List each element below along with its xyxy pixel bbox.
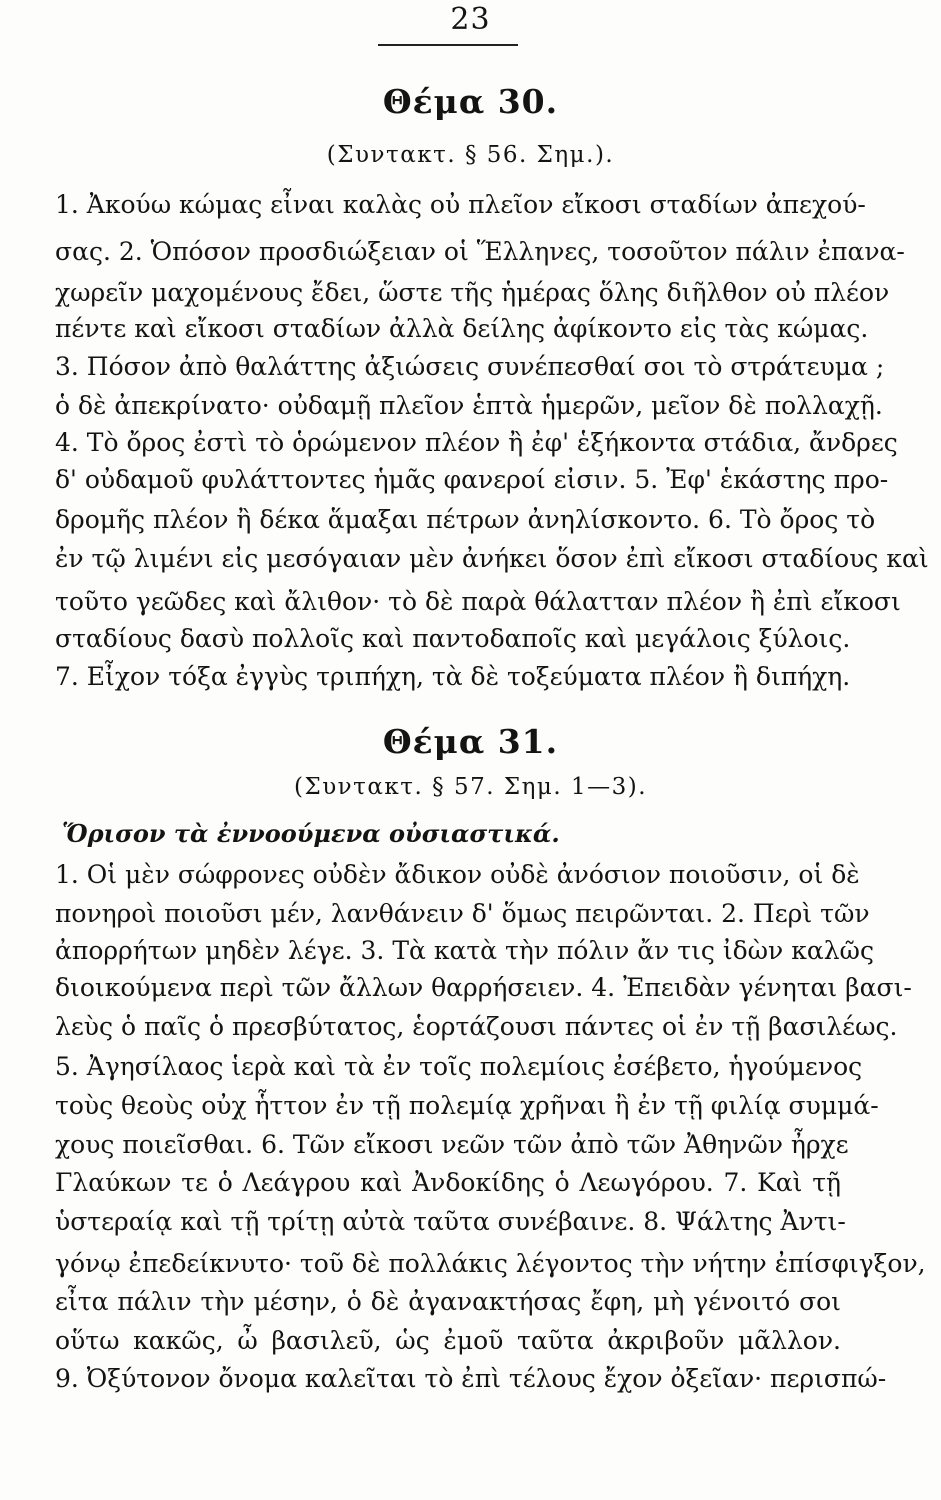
text-line: 3. Πόσον ἀπὸ θαλάττης ἀξιώσεις συνέπεσθαί σοι τὸ στράτευμα ; — [55, 352, 885, 381]
text-line: δ' οὐδαμοῦ φυλάττοντες ἡμᾶς φανεροί εἰσιν. 5. Ἐφ' ἑκάστης προ- — [55, 465, 889, 494]
text-line: ὁ δὲ ἀπεκρίνατο· οὐδαμῇ πλεῖον ἑπτὰ ἡμερῶν, μεῖον δὲ πολλαχῇ. — [55, 391, 883, 420]
text-line: χωρεῖν μαχομένους ἔδει, ὥστε τῆς ἡμέρας ὅλης διῆλθον οὐ πλέον — [55, 278, 890, 307]
text-line: γόνῳ ἐπεδείκνυτο· τοῦ δὲ πολλάκις λέγοντος τὴν νήτην ἐπίσφιγξον, — [55, 1249, 926, 1278]
text-line: 7. Εἶχον τόξα ἐγγὺς τριπήχη, τὰ δὲ τοξεύματα πλέον ἢ διπήχη. — [55, 662, 851, 691]
header-rule — [378, 44, 518, 46]
text-line: δρομῆς πλέον ἢ δέκα ἅμαξαι πέτρων ἀνηλίσκοντο. 6. Τὸ ὄρος τὸ — [55, 505, 876, 534]
text-line: 9. Ὀξύτονον ὄνομα καλεῖται τὸ ἐπὶ τέλους ἔχον ὀξεῖαν· περισπώ- — [55, 1364, 887, 1393]
text-line: ἐν τῷ λιμένι εἰς μεσόγαιαν μὲν ἀνήκει ὅσον ἐπὶ εἴκοσι σταδίους καὶ — [55, 544, 929, 573]
section-31-reference: (Συντακτ. § 57. Σημ. 1—3). — [293, 774, 648, 800]
text-line: σταδίους δασὺ πολλοῖς καὶ παντοδαποῖς καὶ μεγάλοις ξύλοις. — [55, 624, 851, 653]
text-line: ὑστεραίᾳ καὶ τῇ τρίτῃ αὐτὰ ταῦτα συνέβαινε. 8. Ψάλτης Ἀντι- — [55, 1207, 846, 1236]
text-line: 1. Ἀκούω κώμας εἶναι καλὰς οὐ πλεῖον εἴκοσι σταδίων ἀπεχού- — [55, 190, 866, 219]
text-line: χους ποιεῖσθαι. 6. Τῶν εἴκοσι νεῶν τῶν ἀπὸ τῶν Ἀθηνῶν ἦρχε — [55, 1130, 849, 1159]
text-line: 4. Τὸ ὄρος ἐστὶ τὸ ὁρώμενον πλέον ἢ ἐφ' ἑξήκοντα στάδια, ἄνδρες — [55, 428, 898, 457]
text-line: πονηροὶ ποιοῦσι μέν, λανθάνειν δ' ὅμως πειρῶνται. 2. Περὶ τῶν — [55, 899, 870, 928]
text-line: ἀπορρήτων μηδὲν λέγε. 3. Τὰ κατὰ τὴν πόλιν ἄν τις ἰδὼν καλῶς — [55, 936, 874, 965]
text-line: εἶτα πάλιν τὴν μέσην, ὁ δὲ ἀγανακτήσας ἔφη, μὴ γένοιτό σοι — [55, 1287, 841, 1316]
text-line: λεὺς ὁ παῖς ὁ πρεσβύτατος, ἑορτάζουσι πάντες οἱ ἐν τῇ βασιλέως. — [55, 1012, 898, 1041]
section-31-title: Θέμα 31. — [382, 722, 559, 761]
text-line: τοὺς θεοὺς οὐχ ἧττον ἐν τῇ πολεμίᾳ χρῆναι ἢ ἐν τῇ φιλίᾳ συμμά- — [55, 1091, 879, 1120]
text-line: 1. Οἱ μὲν σώφρονες οὐδὲν ἄδικον οὐδὲ ἀνόσιον ποιοῦσιν, οἱ δὲ — [55, 860, 860, 889]
text-line: πέντε καὶ εἴκοσι σταδίων ἀλλὰ δείλης ἀφίκοντο εἰς τὰς κώμας. — [55, 314, 869, 343]
text-line: διοικούμενα περὶ τῶν ἄλλων θαρρήσειεν. 4. Ἐπειδὰν γένηται βασι- — [55, 973, 912, 1002]
exercise-instruction: Ὅρισον τὰ ἐννοούμενα οὐσιαστικά. — [62, 819, 560, 848]
section-30-reference: (Συντακτ. § 56. Σημ.). — [326, 142, 615, 168]
text-line: Γλαύκων τε ὁ Λεάγρου καὶ Ἀνδοκίδης ὁ Λεωγόρου. 7. Καὶ τῇ — [55, 1168, 841, 1197]
section-30-title: Θέμα 30. — [382, 82, 559, 121]
page-number: 23 — [450, 2, 491, 37]
text-line: τοῦτο γεῶδες καὶ ἄλιθον· τὸ δὲ παρὰ θάλατταν πλέον ἢ ἐπὶ εἴκοσι — [55, 587, 901, 616]
text-line: οὕτω κακῶς, ὦ βασιλεῦ, ὡς ἐμοῦ ταῦτα ἀκριβοῦν μᾶλλον. — [55, 1326, 841, 1355]
text-line: 5. Ἀγησίλαος ἱερὰ καὶ τὰ ἐν τοῖς πολεμίοις ἐσέβετο, ἡγούμενος — [55, 1052, 863, 1081]
text-line: σας. 2. Ὁπόσον προσδιώξειαν οἱ Ἕλληνες, τοσοῦτον πάλιν ἐπανα- — [55, 237, 905, 266]
